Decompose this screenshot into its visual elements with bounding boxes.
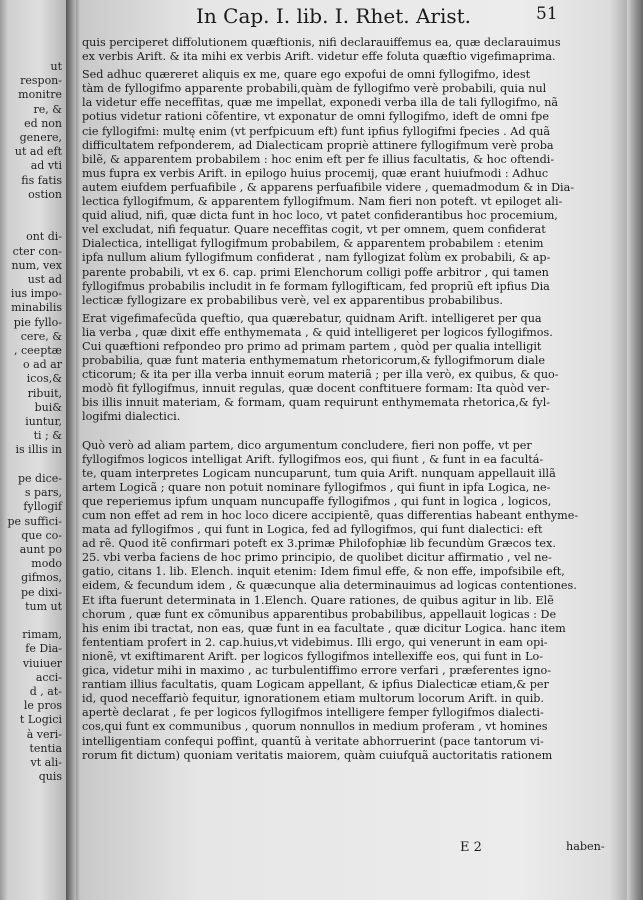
left-margin-line: ostion: [28, 187, 62, 201]
text-line: lia verba , quæ dixit effe enthymemata , & quid intelligeret per logicos fyllogifmos.: [82, 325, 553, 339]
left-margin-line: que co-: [21, 528, 62, 542]
text-line: te, quam interpretes Logicam nuncuparunt, tum quia Arift. nunquam appellauit illã: [82, 466, 556, 480]
text-line: Quò verò ad aliam partem, dico argumentum concludere, fieri non poffe, vt per: [82, 438, 532, 452]
text-line: artem Logicã ; quare non potuit nominare fyllogifmos , qui fiunt in ipfa Logica, ne-: [82, 480, 551, 494]
text-line: ipfa nullum alium fyllogifmum confiderat , nam fyllogizat folùm ex probabili, & ap-: [82, 251, 551, 265]
left-margin-line: ont di-: [26, 230, 62, 244]
left-margin-line: o ad ar: [22, 358, 62, 372]
left-margin-line: ust ad: [27, 273, 62, 287]
text-line: mata ad fyllogifmos , qui funt in Logica, fed ad fyllogifmos, qui funt dialectici: eft: [82, 523, 543, 537]
left-margin-line: quis: [38, 770, 62, 784]
text-line: tàm de fyllogifmo apparente probabili,quàm de fyllogifmo verè probabili, quia nul: [82, 82, 547, 96]
left-margin-line: [2, 458, 62, 472]
left-margin-line: modo: [31, 557, 62, 571]
text-line: que reperiemus ipfum unquam nuncupaffe fyllogifmos , qui funt in logica , logicos,: [82, 494, 552, 508]
left-margin-line: genere,: [19, 131, 62, 145]
left-margin-line: pe dice-: [18, 471, 62, 485]
text-line: eidem, & fecundum idem , & quæcunque alia determinauimus ad logicas contentiones.: [82, 579, 577, 593]
left-margin-line: num, vex: [11, 258, 62, 272]
left-margin-line: ius impo-: [10, 287, 62, 301]
text-line: ad rẽ. Quod itẽ confirmari poteft ex 3.primæ Philofophiæ lib fecundùm Græcos tex.: [82, 537, 556, 551]
left-margin-line: pie fyllo-: [13, 315, 62, 329]
left-margin-line: fis fatis: [21, 173, 62, 187]
text-line: intelligentiam confequi poffint, quantũ à veritate abhorruerint (pace tantorum vi-: [82, 734, 544, 748]
text-line: cum non effet ad rem in hoc loco dicere accipientẽ, quas differentias habeant enthyme-: [82, 509, 579, 522]
text-line: chorum , quæ funt ex cõmunibus apparentibus probabilibus, appellauit logicas : De: [82, 607, 557, 621]
left-margin-line: gifmos,: [21, 571, 62, 585]
left-margin-line: iuntur,: [25, 415, 62, 429]
text-line: rantiam illius facultatis, quam Logicam appellant, & ipfius Dialecticæ etiam,& per: [82, 678, 549, 692]
left-margin-line: aunt po: [19, 542, 62, 556]
left-margin-line: cter con-: [12, 244, 62, 258]
text-line: fyllogifmus probabilis includit in fe formam fyllogifticam, fed propriũ eft ipfius Dia: [82, 279, 550, 293]
left-margin-line: s pars,: [24, 486, 62, 500]
left-margin-line: le pros: [23, 699, 62, 713]
left-margin-line: tum ut: [25, 599, 62, 613]
left-margin-line: [2, 216, 62, 230]
text-line: bis illis innuit materiam, & formam, quam requirunt enthymemata rhetorica,& fyl-: [82, 396, 551, 410]
left-margin-line: re, &: [33, 102, 62, 116]
text-line: lectica fyllogifmum, & apparentem fyllogifmum. Nam fieri non poteft. vt epiloget ali-: [82, 195, 563, 209]
text-line: lecticæ fyllogizare ex probabilibus verè, vel ex apparentibus probabilibus.: [82, 293, 503, 307]
left-margin-line: fe Dia-: [25, 642, 62, 656]
left-page-edge: [0, 0, 66, 900]
left-margin-line: tentia: [29, 741, 62, 755]
text-line: Sed adhuc quæreret aliquis ex me, quare ego expofui de omni fyllogifmo, idest: [82, 68, 531, 82]
left-margin-line: rimam,: [22, 628, 62, 642]
book-gutter: [66, 0, 76, 900]
text-line: Dialectica, intelligat fyllogifmum probabilem, & apparentem probabilem : etenim: [82, 237, 544, 251]
text-line: apertè declarat , fe per logicos fyllogifmos intelligere femper fyllogifmos dialecti-: [82, 706, 544, 720]
paragraph-gap: [82, 425, 608, 439]
left-margin-text: [2, 60, 62, 784]
text-line: quis perciperet diffolutionem quæftionis, nifi declarauiffemus ea, quæ declarauimus: [82, 36, 561, 49]
text-line: potius videtur rationi cõfentire, vt exponatur de omni fyllogifmo, ideft de omni fpe: [82, 110, 549, 124]
text-line: quid aliud, nifi, quæ dicta funt in hoc loco, vt patet confiderantibus hoc procemium,: [82, 209, 558, 223]
text-line: Erat vigefimafecũda queftio, qua quærebatur, quidnam Arift. intelligeret per qua: [82, 311, 542, 325]
text-line: Cui quæftioni refpondeo pro primo ad primam partem , quòd per qualia intelligit: [82, 339, 542, 353]
left-margin-line: vt ali-: [30, 755, 62, 769]
text-line: fententiam profert in 2. cap.huius,vt videbimus. Illi ergo, qui venerunt in eam opi-: [82, 635, 548, 649]
left-margin-line: ad vti: [30, 159, 62, 173]
text-line: bilẽ, & apparentem probabilem : hoc enim eft per fe illius facultatis, & hoc oftendi-: [82, 152, 555, 166]
left-margin-line: monitre: [18, 88, 62, 102]
text-line: id, quod neceffariò fequitur, ignorationem etiam multorum locorum Arift. in quib.: [82, 692, 545, 706]
left-margin-line: à veri-: [26, 727, 62, 741]
left-margin-line: ut ad eft: [14, 145, 62, 159]
text-line: ex verbis Arift. & ita mihi ex verbis Arift. videtur effe foluta quæftio vigefimaprima.: [82, 50, 556, 64]
signature-mark: E 2: [460, 840, 482, 855]
left-margin-line: pe suffici-: [7, 514, 62, 528]
left-margin-line: ed non: [24, 116, 62, 130]
text-line: parente probabili, vt ex 6. cap. primi Elenchorum colligi poffe arbitror , qui tamen: [82, 265, 549, 279]
text-line: vel excludat, nifi fequatur. Quare neceffitas cogit, vt per omnem, quem confiderat: [82, 223, 546, 237]
left-margin-line: ribuit,: [27, 386, 62, 400]
left-margin-line: fyllogif: [23, 500, 62, 514]
text-line: logifmi dialectici.: [82, 410, 181, 424]
left-margin-line: d , at-: [29, 684, 62, 698]
page-header: [196, 4, 616, 28]
text-line: gica, videtur mihi in maximo , ac turbulentiffimo errore verfari , præferentes igno-: [82, 664, 552, 678]
right-page-edge: [627, 0, 643, 900]
text-line: cticorum; & ita per illa verba innuit eorum materiã ; per illa verò, ex quibus, & quo-: [82, 368, 559, 382]
text-line: nionẽ, vt exiftimarent Arift. per logicos fyllogifmos intellexiffe eos, qui funt in Lo-: [82, 649, 544, 663]
text-line: autem eiufdem perfuafibile , & apparens perfuafibile videre , quemadmodum & in Dia-: [82, 180, 575, 194]
text-line: mus fupra ex verbis Arift. in epilogo huius procemij, quæ erant huiufmodi : Adhuc: [82, 166, 549, 180]
text-line: fyllogifmos logicos intelligat Arift. fyllogifmos eos, qui fiunt , & funt in ea facultá-: [82, 452, 544, 466]
left-margin-line: bui&: [34, 400, 62, 414]
text-line: his enim ibi tractat, non eas, quæ funt in ea facultate , quæ dicitur Logica. hanc item: [82, 621, 566, 635]
left-margin-line: [2, 202, 62, 216]
main-text-block: [82, 36, 608, 763]
page-number: 51: [536, 4, 558, 24]
left-margin-line: viuiuer: [22, 656, 62, 670]
left-margin-line: respon-: [20, 74, 62, 88]
left-margin-line: acci-: [35, 670, 62, 684]
text-line: cos,qui funt ex communibus , quorum nonnullos in medium proferam , vt homines: [82, 720, 548, 734]
text-line: difficultatem refponderem, ad Dialecticam propriè attinere fyllogifmum verè proba: [82, 138, 554, 152]
left-margin-line: , ceeptæ: [14, 344, 62, 358]
left-margin-line: ti ; &: [33, 429, 62, 443]
text-line: gatio, citans 1. lib. Elench. inquit etenim: Idem fimul effe, & non effe, impofsibile eft,: [82, 565, 565, 579]
text-line: 25. vbi verba faciens de hoc primo principio, de quolibet dicitur affirmatio , vel ne-: [82, 551, 552, 565]
left-margin-line: ut: [50, 60, 62, 73]
text-line: cie fyllogifmi: multę enim (vt perfpicuum eft) funt ipfius fyllogifmi fpecies . Ad quã: [82, 124, 551, 138]
left-margin-line: is illis in: [15, 443, 62, 457]
left-margin-line: cere, &: [20, 329, 62, 343]
text-line: la videtur effe neceffitas, quæ me impellat, exponedi verba illa de tali fyllogifmo, nã: [82, 96, 559, 110]
left-margin-line: pe dixi-: [20, 585, 62, 599]
text-line: modò fit fyllogifmus, innuit regulas, quæ docent conftituere formam: Ita quòd ver-: [82, 382, 550, 396]
text-line: Et ifta fuerunt determinata in 1.Elench. Quare rationes, de quibus agitur in lib. Elẽ: [82, 593, 554, 607]
running-title: In Cap. I. lib. I. Rhet. Arist.: [196, 4, 472, 28]
left-margin-line: [2, 614, 62, 628]
left-margin-line: minabilis: [11, 301, 62, 315]
text-line: probabilia, quæ funt materia enthymematum rhetoricorum,& fyllogifmorum diale: [82, 354, 546, 368]
catchword: haben-: [566, 840, 605, 853]
text-line: rorum fit dictum) quoniam veritatis maiorem, quàm cuiufquã auctoritatis rationem: [82, 748, 553, 762]
left-margin-line: t Logici: [19, 713, 62, 727]
left-margin-line: icos,&: [26, 372, 62, 386]
